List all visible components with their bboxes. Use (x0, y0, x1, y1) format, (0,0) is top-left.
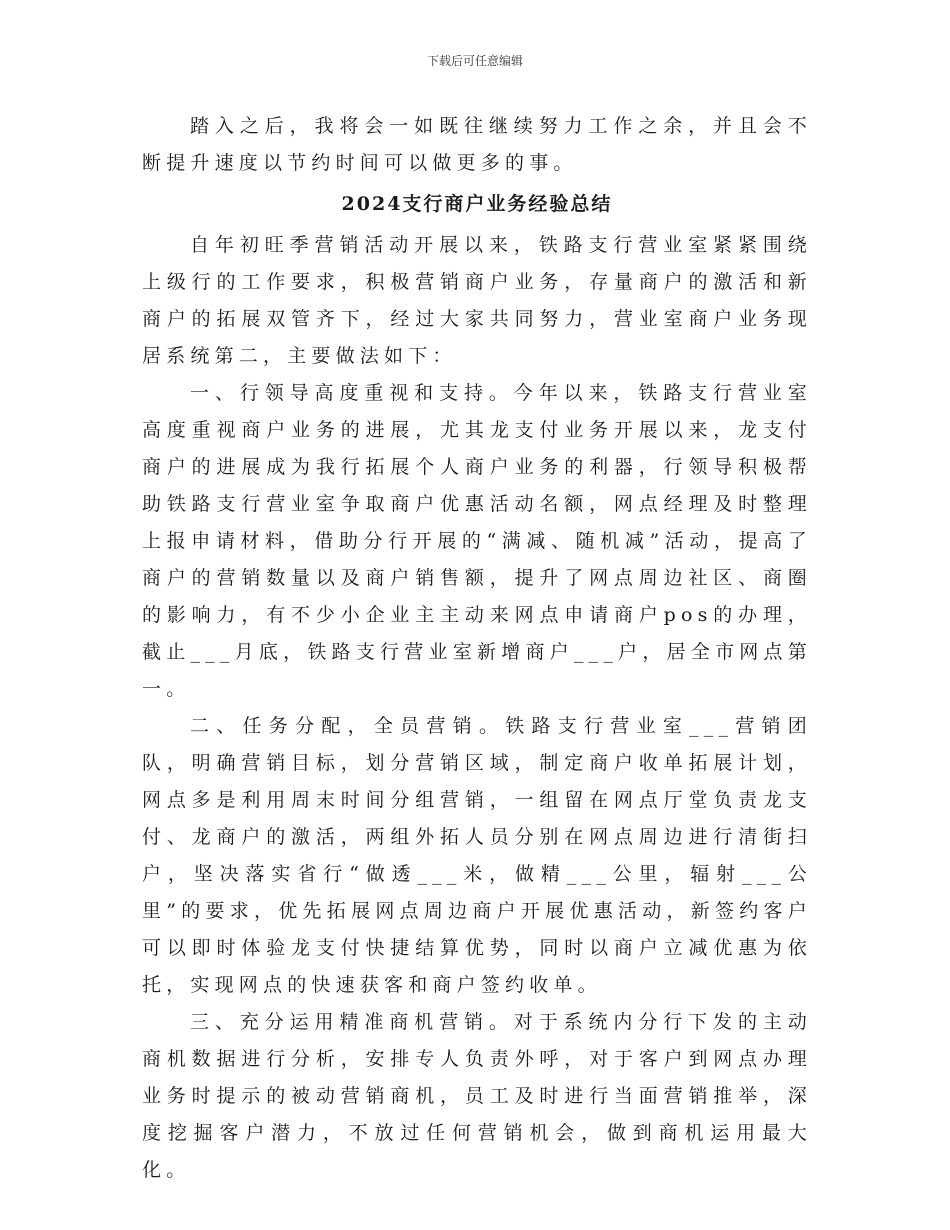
intro-paragraph: 踏入之后，我将会一如既往继续努力工作之余，并且会不断提升速度以节约时间可以做更多的事。 (142, 115, 812, 174)
paragraph-section-3: 三、充分运用精准商机营销。对于系统内分行下发的主动商机数据进行分析，安排专人负责外呼，对于客户到网点办理业务时提示的被动营销商机，员工及时进行当面营销推举，深度挖掘客户潜力，不放过任何营销机会，做到商机运用最大化。 (142, 1011, 812, 1181)
document-title: 2024支行商户业务经验总结 (341, 193, 613, 215)
paragraph-opening: 自年初旺季营销活动开展以来，铁路支行营业室紧紧围绕上级行的工作要求，积极营销商户业务，存量商户的激活和新商户的拓展双管齐下，经过大家共同努力，营业室商户业务现居系统第二，主要做法如下： (142, 234, 812, 367)
page-header: 下载后可任意编辑 (426, 54, 523, 68)
document-body (142, 108, 812, 1189)
paragraph-section-2: 二、任务分配，全员营销。铁路支行营业室___营销团队，明确营销目标，划分营销区域，制定商户收单拓展计划，网点多是利用周末时间分组营销，一组留在网点厅堂负责龙支付、龙商户的激活，两组外拓人员分别在网点周边进行清街扫户，坚决落实省行“做透___米，做精___公里，辐射___公里”的要求，优先拓展网点周边商户开展优惠活动，新签约客户可以即时体验龙支付快捷结算优势，同时以商户立减优惠为依托，实现网点的快速获客和商户签约收单。 (142, 715, 812, 996)
paragraph-section-1: 一、行领导高度重视和支持。今年以来，铁路支行营业室高度重视商户业务的进展，尤其龙支付业务开展以来，龙支付商户的进展成为我行拓展个人商户业务的利器，行领导积极帮助铁路支行营业室争取商户优惠活动名额，网点经理及时整理上报申请材料，借助分行开展的“满减、随机减”活动，提高了商户的营销数量以及商户销售额，提升了网点周边社区、商圈的影响力，有不少小企业主主动来网点申请商户pos的办理，截止___月底，铁路支行营业室新增商户___户，居全市网点第一。 (142, 382, 812, 700)
